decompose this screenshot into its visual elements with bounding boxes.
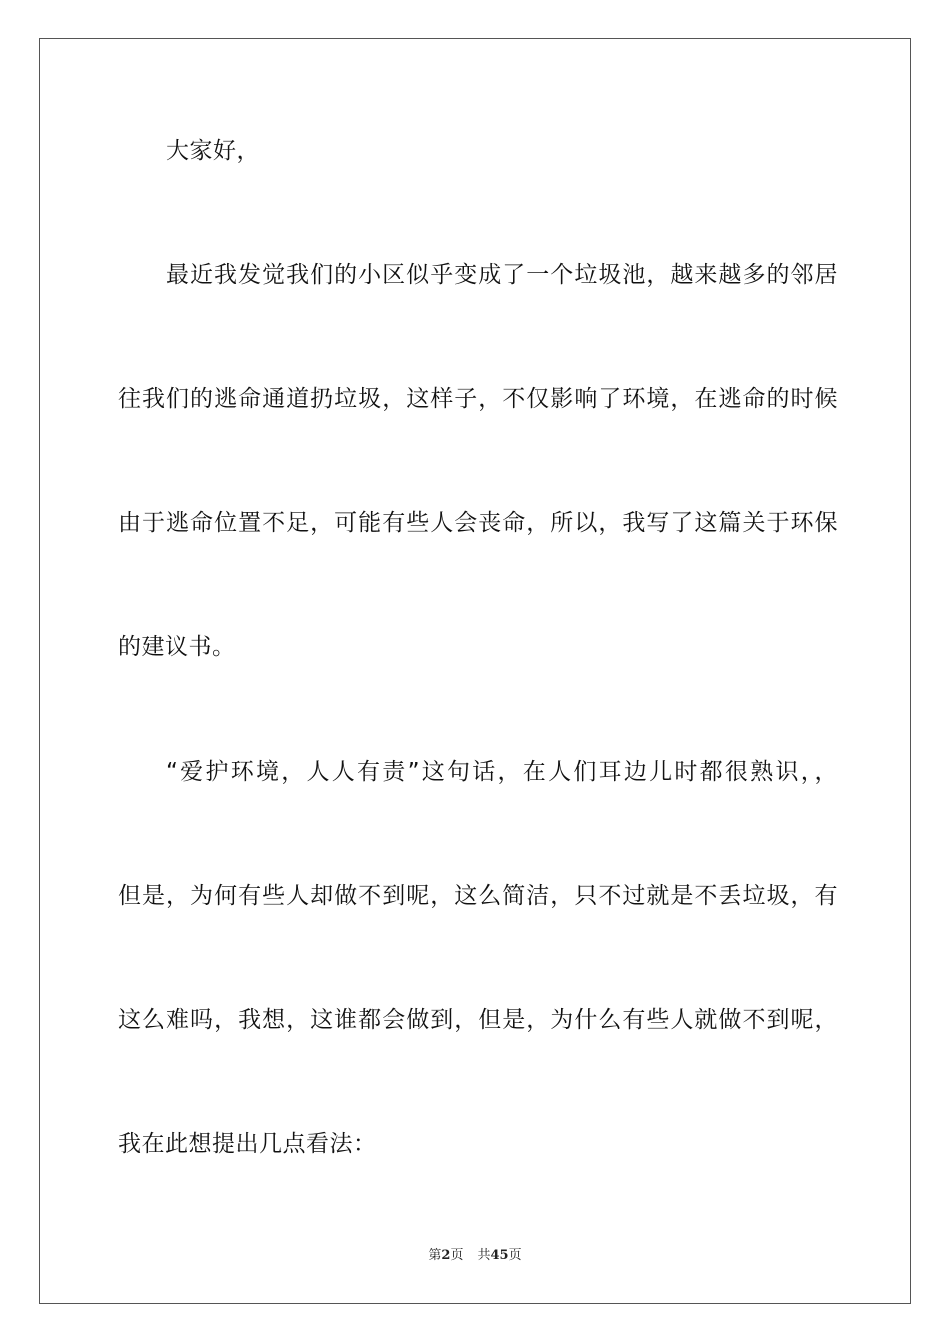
paragraph-1-line-3: 由于逃命位置不足，可能有些人会丧命，所以，我写了这篇关于环保 [118,510,838,536]
paragraph-2-line-2: 但是，为何有些人却做不到呢，这么简洁，只不过就是不丢垃圾，有 [118,883,838,909]
page-border [39,38,911,1304]
footer-total-pages: 45 [490,1248,509,1263]
paragraph-1-line-4: 的建议书。 [118,634,236,660]
paragraph-2-line-1: “爱护环境，人人有责”这句话，在人们耳边儿时都很熟识，， [166,759,838,785]
footer-page-prefix: 第 [428,1248,442,1263]
greeting-line: 大家好， [166,138,260,164]
footer-total-suffix: 页 [508,1248,522,1263]
paragraph-1-line-1: 最近我发觉我们的小区似乎变成了一个垃圾池，越来越多的邻居 [166,262,838,288]
paragraph-1-line-2: 往我们的逃命通道扔垃圾，这样子，不仅影响了环境，在逃命的时候 [118,386,838,412]
paragraph-2-line-4: 我在此想提出几点看法： [118,1131,377,1157]
footer-page-number: 2 [441,1248,451,1263]
page-footer [0,1247,950,1265]
footer-page-suffix: 页 [450,1248,464,1263]
footer-total-prefix: 共 [477,1248,491,1263]
paragraph-2-line-3: 这么难吗，我想，这谁都会做到，但是，为什么有些人就做不到呢， [118,1007,838,1033]
